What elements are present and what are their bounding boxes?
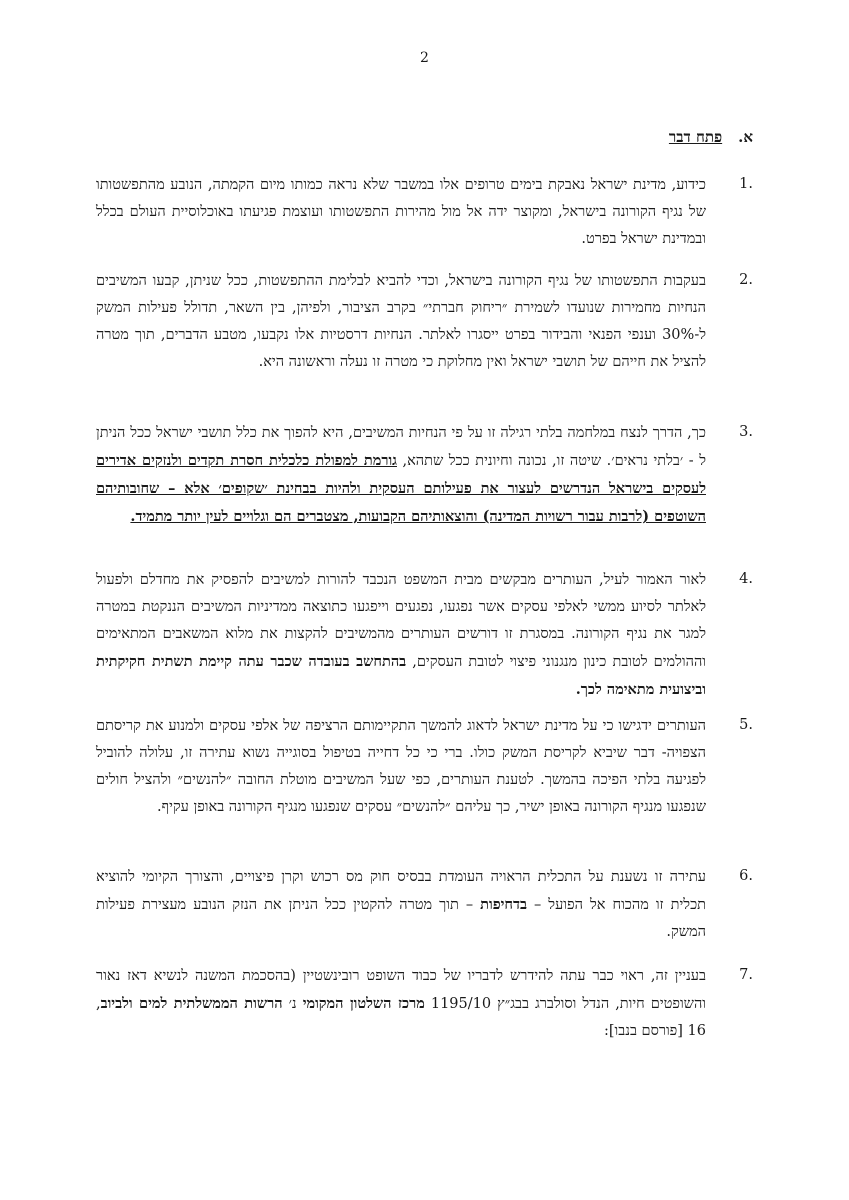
paragraph-emphasis: בהתחשב בעובדה שכבר עתה קיימת תשתית חקיקתית וביצועית מתאימה לכך. (96, 653, 706, 698)
paragraph-number: 5. (739, 717, 753, 733)
paragraph-text: עתירה זו נשענת על התכלית הראויה העומדת בבסיס חוק מס רכוש וקרן פיצויים, והצורך הקיומי להוציא תכלית זו מהכוח אל הפועל – (96, 869, 706, 913)
paragraph (96, 268, 706, 376)
section-title: פתח דבר (668, 128, 723, 146)
case-party-name: מרכז השלטון המקומי (302, 995, 425, 1012)
paragraph-text: בעניין זה, ראוי כבר עתה להידרש לדבריו של כבוד השופט רובינשטיין (בהסכמת המשנה לנשיא דאז נאור והשופטים חיות, הנדל וסולברג בבג״ץ 1195/10 (96, 968, 706, 1012)
paragraph-number: 3. (739, 424, 753, 440)
paragraph (96, 567, 706, 704)
paragraph-number: 4. (739, 571, 753, 587)
paragraph-text: – תוך מטרה להקטין ככל הניתן את הנזק הנובע מעצירת פעילות המשק. (96, 897, 706, 940)
paragraph-number: 2. (739, 272, 753, 288)
paragraph-number: 7. (739, 967, 753, 983)
paragraph-text: נ׳ (282, 996, 303, 1012)
page-number: 2 (420, 50, 429, 66)
case-party-name: הרשות הממשלתית למים ולביוב (100, 995, 283, 1012)
paragraph-text: כך, הדרך לנצח במלחמה בלתי רגילה זו על פי הנחיות המשיבים, היא להפוך את כלל תושבי ישראל ככל הניתן ל - ׳בלתי נראים׳. שיטה זו, נכונה וחיונית ככל שתהא, (96, 425, 706, 469)
paragraph-text: , 16 [פורסם בנבו]: (96, 996, 706, 1039)
section-letter: א. (738, 128, 753, 146)
paragraph-text: בעקבות התפשטותו של נגיף הקורונה בישראל, וכדי להביא לבלימת ההתפשטות, ככל שניתן, קבעו המשיבים הנחיות מחמירות שנועדו לשמירת ״ריחוק חברתי״ בקרב הציבור, ולפיהן, בין השאר, תדולל פעילות המשק ל-30% וענפי הפנאי והבידור בפרט ייסגרו לאלתר. הנחיות דרסטיות אלו נקבעו, מטבע הדברים, תוך מטרה להציל את חייהם של תושבי ישראל ואין מחלוקת כי מטרה זו נעלה וראשונה היא. (96, 273, 706, 370)
paragraph (96, 420, 706, 531)
paragraph (96, 963, 706, 1045)
paragraph-emphasis: גורמת למפולת כלכלית חסרת תקדים ולנזקים אדירים לעסקים בישראל הנדרשים לעצור את פעילותם העסקית ולהיות בבחינת ׳שקופים׳ אלא – שחובותיהם השוטפים (לרבות עבור רשויות המדינה) והוצאותיהם הקבועות, מצטברים הם וגלויים לעין יותר מתמיד. (96, 452, 706, 525)
paragraph-text: לאור האמור לעיל, העותרים מבקשים מבית המשפט הנכבד להורות למשיבים להפסיק את מחדלם ולפעול לאלתר לסיוע ממשי לאלפי עסקים אשר נפגעו, נפגעים וייפגעו כתוצאה ממדיניות המשיבים הננקטת במטרה למגר את נגיף הקורונה. במסגרת זו דורשים העותרים מהמשיבים להקצות את מלוא המשאבים המתאימים וההולמים לטובת כינון מנגנוני פיצוי לטובת העסקים, (96, 572, 706, 670)
paragraph-text: העותרים ידגישו כי על מדינת ישראל לדאוג להמשך התקיימותם הרציפה של אלפי עסקים ולמנוע את קריסתם הצפויה- דבר שיביא לקריסת המשק כולו. ברי כי כל דחייה בטיפול בסוגייה נשוא עתירה זו, עלולה להוביל לפגיעה בלתי הפיכה בהמשך. לטענת העותרים, כפי שעל המשיבים מוטלת החובה ״להנשים״ ולהציל חולים שנפגעו מנגיף הקורונה באופן ישיר, כך עליהם ״להנשים״ עסקים שנפגעו מנגיף הקורונה באופן עקיף. (96, 718, 706, 815)
paragraph-number: 1. (739, 176, 753, 192)
paragraph (96, 713, 706, 821)
paragraph-text: כידוע, מדינת ישראל נאבקת בימים טרופים אלו במשבר שלא נראה כמותו מיום הקמתה, הנובע מהתפשטותו של נגיף הקורונה בישראל, ומקוצר ידה אל מול מהירות התפשטותו ועוצמת פגיעתו באוכלוסיית העולם בכלל ובמדינת ישראל בפרט. (96, 177, 706, 247)
paragraph (96, 172, 706, 253)
paragraph (96, 864, 706, 946)
section-heading (669, 128, 753, 147)
paragraph-emphasis: בדחיפות (480, 896, 527, 913)
paragraph-number: 6. (739, 868, 753, 884)
